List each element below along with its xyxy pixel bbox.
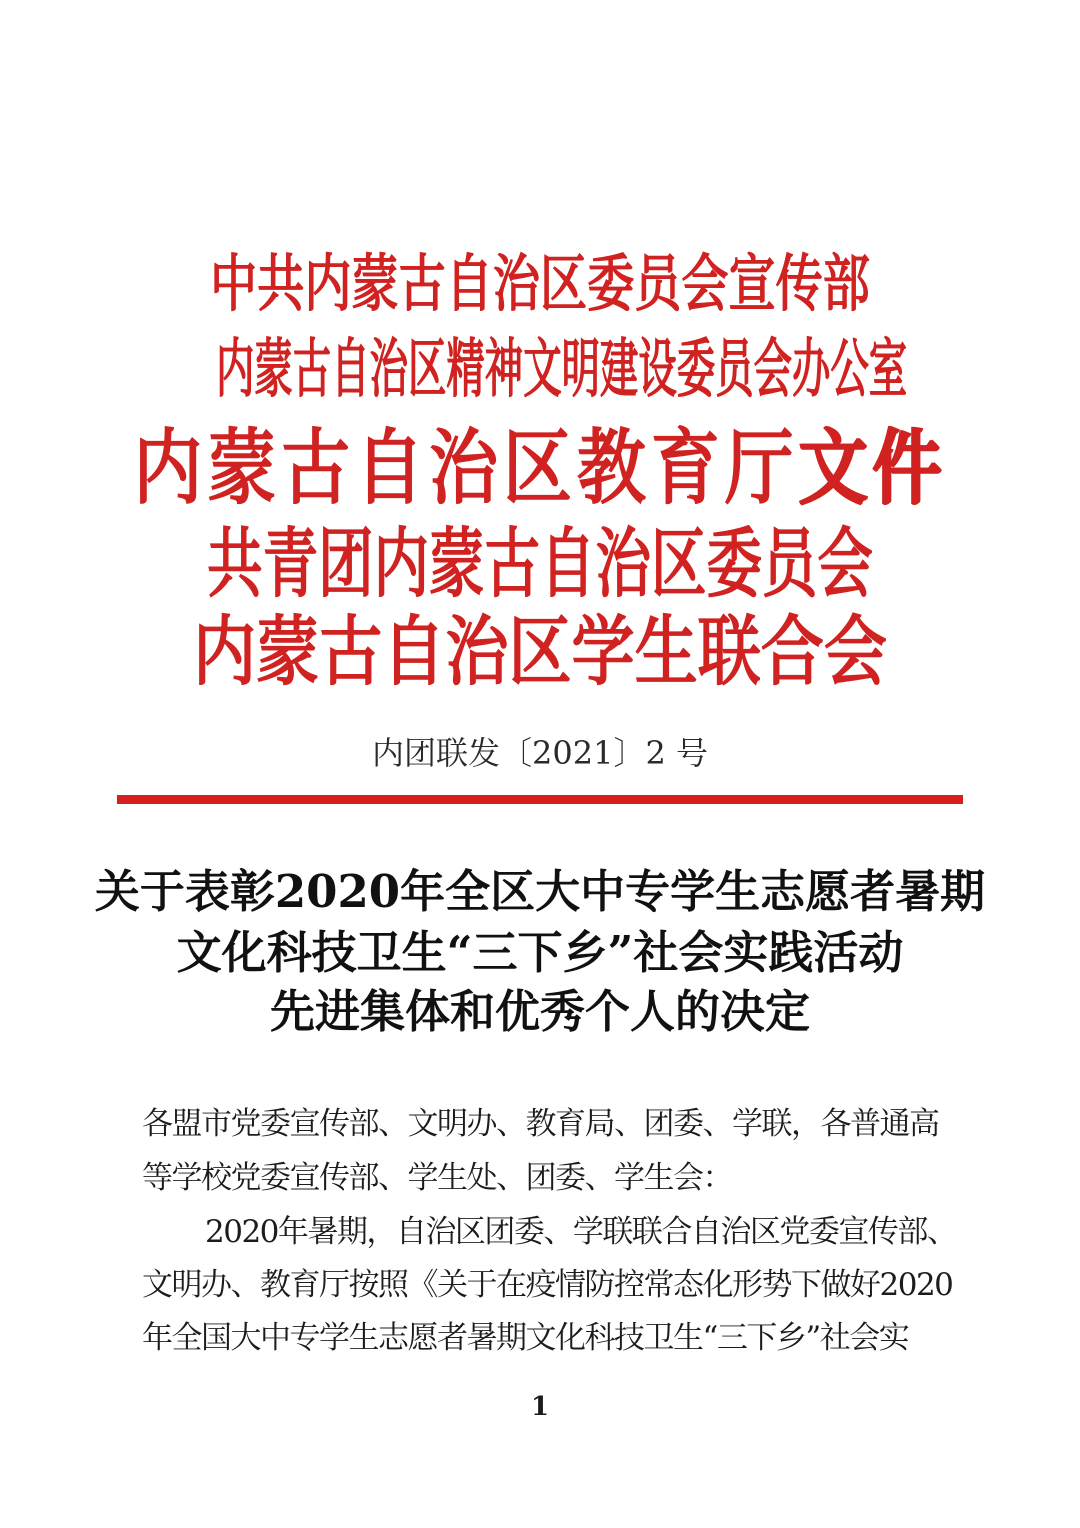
letterhead-line-civilization-office: 内蒙古自治区精神文明建设委员会办公室 bbox=[216, 332, 908, 407]
letterhead-line-education-dept bbox=[86, 420, 993, 516]
letterhead-line-student-federation: 内蒙古自治区学生联合会 bbox=[193, 607, 887, 696]
body-paragraph-line-1: 2020年暑期，自治区团委、学联联合自治区党委宣传部、 bbox=[205, 1214, 957, 1250]
page-number: 1 bbox=[530, 1392, 550, 1422]
red-separator-rule bbox=[117, 795, 963, 804]
letterhead-line-education-dept-name: 内蒙古自治区教育厅 bbox=[133, 420, 799, 516]
document-number: 内团联发〔2021〕2 号 bbox=[372, 734, 708, 772]
body-salutation-line-1: 各盟市党委宣传部、文明办、教育局、团委、学联，各普通高 bbox=[142, 1106, 939, 1142]
document-title-line-1: 关于表彰2020年全区大中专学生志愿者暑期 bbox=[94, 865, 986, 918]
body-salutation-line-2: 等学校党委宣传部、学生处、团委、学生会： bbox=[142, 1160, 732, 1196]
letterhead-line-youth-league: 共青团内蒙古自治区委员会 bbox=[207, 519, 873, 608]
body-paragraph-line-2: 文明办、教育厅按照《关于在疫情防控常态化形势下做好2020 bbox=[142, 1267, 953, 1303]
document-title-line-3: 先进集体和优秀个人的决定 bbox=[269, 985, 810, 1038]
letterhead-wenjian-suffix: 文件 bbox=[798, 420, 947, 516]
document-title-line-2: 文化科技卫生“三下乡”社会实践活动 bbox=[176, 926, 904, 979]
letterhead-line-propaganda-dept: 中共内蒙古自治区委员会宣传部 bbox=[210, 247, 870, 320]
body-paragraph-line-3: 年全国大中专学生志愿者暑期文化科技卫生“三下乡”社会实 bbox=[142, 1320, 909, 1356]
